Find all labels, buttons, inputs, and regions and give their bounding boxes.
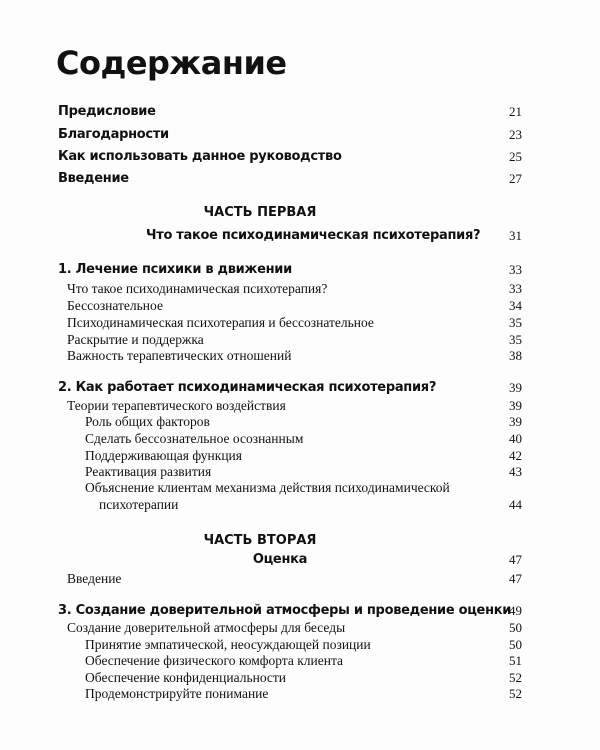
toc-entry xyxy=(0,496,600,514)
toc-entry-title: Предисловие xyxy=(58,104,156,119)
toc-entry xyxy=(0,204,600,222)
toc-entry-page: 33 xyxy=(509,262,522,277)
toc-entry-title: Поддерживающая функция xyxy=(85,448,242,463)
toc-entry-page: 39 xyxy=(509,380,522,395)
toc-entry-page: 23 xyxy=(509,127,522,142)
toc-entry xyxy=(0,413,600,431)
toc-entry-title: психотерапии xyxy=(99,497,179,512)
toc-entry-page: 40 xyxy=(509,431,522,446)
toc-entry-title: 2. Как работает психодинамическая психотерапия? xyxy=(58,380,437,395)
toc-entry-title: Обеспечение физического комфорта клиента xyxy=(85,653,344,668)
toc-entry xyxy=(0,685,600,703)
toc-entry-title: Как использовать данное руководство xyxy=(58,149,342,164)
toc-entry xyxy=(0,570,600,588)
toc-entry-page: 34 xyxy=(509,298,522,313)
toc-entry-title: Сделать бессознательное осознанным xyxy=(85,431,304,446)
toc-entry xyxy=(0,430,600,448)
toc-entry-title: Продемонстрируйте понимание xyxy=(85,686,269,701)
toc-entry xyxy=(0,126,600,144)
toc-entry xyxy=(0,227,600,245)
toc-entry-title: Реактивация развития xyxy=(85,464,212,479)
toc-entry-page: 33 xyxy=(509,281,522,296)
toc-entry xyxy=(0,261,600,279)
toc-entry-page: 42 xyxy=(509,448,522,463)
toc-entry-page: 38 xyxy=(509,348,522,363)
toc-entry-title: ЧАСТЬ ПЕРВАЯ xyxy=(203,205,317,220)
toc-entry-title: 3. Создание доверительной атмосферы и проведение оценки xyxy=(58,603,512,618)
toc-entry-title: Роль общих факторов xyxy=(85,414,210,429)
toc-entry xyxy=(0,619,600,637)
toc-entry xyxy=(0,532,600,550)
toc-entry-page: 43 xyxy=(509,464,522,479)
toc-entry xyxy=(0,297,600,315)
toc-entry xyxy=(0,280,600,298)
toc-entry-title: Раскрытие и поддержка xyxy=(67,332,204,347)
toc-entry xyxy=(0,479,600,497)
toc-entry-title: Введение xyxy=(67,571,122,586)
toc-entry-page: 50 xyxy=(509,637,522,652)
toc-entry-page: 21 xyxy=(509,104,522,119)
toc-entry-title: Что такое психодинамическая психотерапия? xyxy=(67,281,328,296)
toc-entry xyxy=(0,170,600,188)
toc-entry xyxy=(0,602,600,620)
toc-entry-page: 35 xyxy=(509,332,522,347)
toc-entry xyxy=(0,148,600,166)
toc-entry-title: Введение xyxy=(58,171,129,186)
toc-entry-title: Теории терапевтического воздействия xyxy=(67,398,286,413)
toc-entry xyxy=(0,652,600,670)
page-title: Содержание xyxy=(56,44,287,82)
toc-entry-title: Важность терапевтических отношений xyxy=(67,348,292,363)
toc-entry-page: 47 xyxy=(509,552,522,567)
toc-entry-title: Бессознательное xyxy=(67,298,163,313)
toc-entry-page: 25 xyxy=(509,149,522,164)
toc-entry-page: 35 xyxy=(509,315,522,330)
toc-entry-title: Обеспечение конфиденциальности xyxy=(85,670,287,685)
toc-entry-title: 1. Лечение психики в движении xyxy=(58,262,292,277)
toc-entry xyxy=(0,103,600,121)
toc-entry-page: 47 xyxy=(509,571,522,586)
toc-entry-page: 50 xyxy=(509,620,522,635)
toc-entry-page: 52 xyxy=(509,670,522,685)
toc-entry xyxy=(0,551,600,569)
toc-entry-page: 31 xyxy=(509,228,522,243)
toc-entry-page: 39 xyxy=(509,398,522,413)
toc-entry-page: 44 xyxy=(509,497,522,512)
toc-entry-title: Создание доверительной атмосферы для беседы xyxy=(67,620,346,635)
toc-entry-title: ЧАСТЬ ВТОРАЯ xyxy=(203,533,317,548)
toc-entry-title: Что такое психодинамическая психотерапия? xyxy=(146,228,481,243)
toc-entry xyxy=(0,379,600,397)
toc-entry xyxy=(0,347,600,365)
toc-entry-title: Психодинамическая психотерапия и бессознательное xyxy=(67,315,374,330)
toc-entry-page: 27 xyxy=(509,171,522,186)
toc-entry-page: 39 xyxy=(509,414,522,429)
toc-entry-title: Принятие эмпатической, неосуждающей позиции xyxy=(85,637,371,652)
toc-entry xyxy=(0,314,600,332)
toc-entry-page: 49 xyxy=(509,603,522,618)
toc-entry-title: Оценка xyxy=(252,552,308,567)
toc-entry-page: 51 xyxy=(509,653,522,668)
toc-entry-title: Объяснение клиентам механизма действия психодинамической xyxy=(85,480,450,495)
toc-entry-page: 52 xyxy=(509,686,522,701)
toc-entry-title: Благодарности xyxy=(58,127,169,142)
